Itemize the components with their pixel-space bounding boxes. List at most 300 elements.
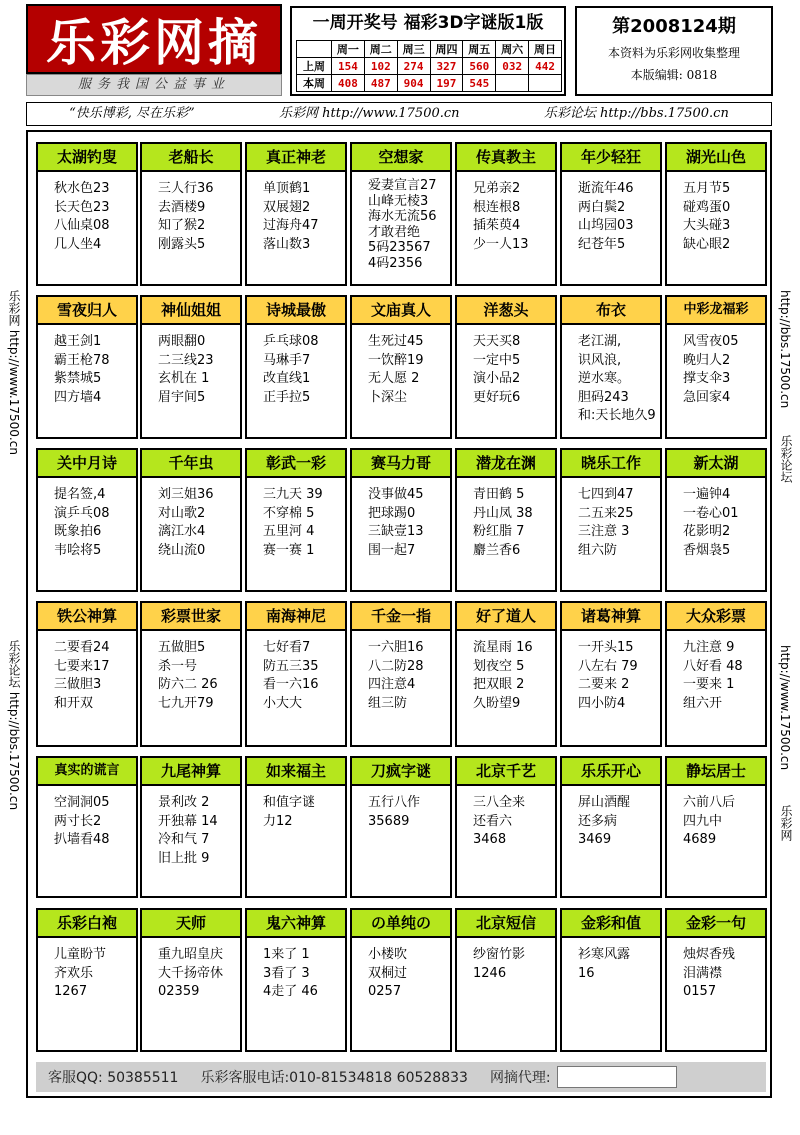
draw-results-title: 一周开奖号 福彩3D字谜版1版 — [312, 13, 544, 33]
puzzle-line: 过海舟47 — [263, 218, 319, 233]
table-corner — [297, 41, 332, 58]
puzzle-line: 五里河 4 — [263, 524, 315, 539]
puzzle-line: 山峰无棱3 — [368, 193, 429, 209]
puzzle-line: 烛烬香残 — [683, 947, 736, 962]
puzzle-line: 3469 — [578, 832, 612, 847]
puzzle-cell-body — [457, 325, 555, 407]
puzzle-cell-title: 真正神老 — [247, 144, 345, 172]
puzzle-cell — [455, 601, 557, 747]
puzzle-cell-body — [142, 786, 240, 868]
puzzle-line: 根连根8 — [473, 199, 521, 215]
puzzle-line: 久盼望9 — [473, 695, 521, 711]
puzzle-cell — [36, 448, 138, 592]
puzzle-line: 1246 — [473, 965, 507, 981]
puzzle-line: 刚露头5 — [158, 236, 206, 252]
forum-link[interactable]: 乐彩论坛 http://bbs.17500.cn — [543, 106, 729, 121]
puzzle-cell — [560, 448, 662, 592]
puzzle-cell-title: 诸葛神算 — [562, 603, 660, 631]
puzzle-line: 逆水寒。 — [578, 371, 631, 386]
puzzle-line: 纱窗竹影 — [473, 947, 526, 962]
puzzle-line: 演小品2 — [473, 371, 521, 386]
puzzle-cell-body — [562, 631, 660, 713]
draw-number: 274 — [397, 58, 430, 75]
draw-number: 327 — [430, 58, 463, 75]
puzzle-line: 三做胆3 — [54, 677, 102, 692]
puzzle-line: 泪满襟 — [683, 965, 723, 981]
puzzle-line: 把球踢0 — [368, 505, 416, 521]
site-logo: 乐彩网摘 — [46, 13, 262, 72]
puzzle-line: 杀一号 — [158, 658, 198, 674]
puzzle-cell-body — [247, 631, 345, 713]
puzzle-line: 花影明2 — [683, 524, 731, 539]
puzzle-cell-body — [38, 478, 136, 560]
puzzle-cell — [560, 908, 662, 1052]
puzzle-line: 才敢君绝 — [368, 224, 421, 240]
puzzle-cell-title: 刀疯字谜 — [352, 758, 450, 786]
puzzle-line: 双桐过 — [368, 965, 408, 981]
puzzle-cell-body — [667, 172, 765, 254]
puzzle-cell — [455, 908, 557, 1052]
puzzle-cell-title: 金彩一句 — [667, 910, 765, 938]
puzzle-cell-body — [38, 325, 136, 407]
puzzle-cell — [140, 756, 242, 898]
puzzle-line: 演乒乓08 — [54, 505, 110, 521]
issue-note: 本资料为乐彩网收集整理 — [607, 46, 740, 60]
puzzle-line: 赛一赛 1 — [263, 542, 315, 558]
puzzle-cell — [350, 295, 452, 439]
puzzle-line: 小大大 — [263, 695, 303, 711]
site-link[interactable]: 乐彩网 http://www.17500.cn — [279, 106, 460, 121]
puzzle-line: 麝兰香6 — [473, 542, 521, 558]
issue-editor: 本版编辑: 0818 — [630, 68, 718, 82]
puzzle-line: 霸王枪78 — [54, 352, 110, 368]
puzzle-cell-title: 如来福主 — [247, 758, 345, 786]
puzzle-line: 二要看24 — [54, 640, 110, 655]
puzzle-cell — [665, 448, 767, 592]
puzzle-line: 力12 — [263, 813, 293, 829]
puzzle-cell — [140, 142, 242, 286]
puzzle-line: 一遍钟4 — [683, 487, 731, 502]
puzzle-cell-title: 铁公神算 — [38, 603, 136, 631]
puzzle-cell-title: 年少轻狂 — [562, 144, 660, 172]
puzzle-cell — [245, 448, 347, 592]
puzzle-cell-body — [38, 631, 136, 713]
puzzle-line: 双展翅2 — [263, 199, 311, 215]
puzzle-line: 和值字谜 — [263, 795, 316, 810]
puzzle-line: 八仙桌08 — [54, 218, 110, 233]
puzzle-cell-body — [142, 631, 240, 713]
slogan: 服务我国公益事业 — [26, 74, 282, 96]
puzzle-cell-title: 雪夜归人 — [38, 297, 136, 325]
draw-number: 904 — [397, 75, 430, 92]
draw-number: 102 — [364, 58, 397, 75]
puzzle-cell-title: 新太湖 — [667, 450, 765, 478]
puzzle-line: 一六胆16 — [368, 640, 424, 655]
puzzle-line: 马琳手7 — [263, 352, 311, 368]
puzzle-line: 粉红脂 7 — [473, 524, 525, 539]
puzzle-cell — [665, 295, 767, 439]
puzzle-line: 四方墙4 — [54, 389, 102, 405]
puzzle-line: 单顶鹤1 — [263, 181, 311, 196]
draw-number: 032 — [496, 58, 529, 75]
puzzle-line: 青田鹤 5 — [473, 487, 525, 502]
puzzle-line: 爱妻宣言27 — [368, 178, 437, 193]
puzzle-cell — [36, 908, 138, 1052]
puzzle-cell — [350, 908, 452, 1052]
puzzle-line: 儿童盼节 — [54, 947, 107, 962]
puzzle-cell-title: 真实的谎言 — [38, 758, 136, 786]
puzzle-line: 对山歌2 — [158, 505, 206, 521]
puzzle-cell — [245, 908, 347, 1052]
footer-bar — [36, 1062, 766, 1092]
puzzle-cell-body — [667, 631, 765, 713]
puzzle-line: 丹山凤 38 — [473, 505, 533, 521]
puzzle-cell — [245, 295, 347, 439]
puzzle-line: 围一起7 — [368, 542, 416, 558]
puzzle-cell — [455, 448, 557, 592]
puzzle-cell — [245, 601, 347, 747]
puzzle-cell — [36, 295, 138, 439]
puzzle-line: 二要来 2 — [578, 677, 630, 692]
agent-input[interactable] — [557, 1066, 677, 1088]
puzzle-line: 齐欢乐 — [54, 965, 94, 981]
puzzle-cell-body — [142, 938, 240, 1002]
puzzle-cell-body — [352, 325, 450, 407]
puzzle-line: 七四到47 — [578, 487, 634, 502]
puzzle-cell-body — [352, 786, 450, 831]
puzzle-line: 二五来25 — [578, 505, 634, 521]
puzzle-cell-title: 彰武一彩 — [247, 450, 345, 478]
draw-number: 560 — [463, 58, 496, 75]
puzzle-cell-title: 空想家 — [352, 144, 450, 172]
puzzle-line: 漓江水4 — [158, 524, 206, 539]
draw-number: 408 — [332, 75, 365, 92]
puzzle-line: 4码2356 — [368, 255, 423, 271]
puzzle-cell-title: 南海神尼 — [247, 603, 345, 631]
puzzle-line: 秋水色23 — [54, 181, 110, 196]
puzzle-line: 少一人13 — [473, 236, 529, 252]
puzzle-line: 1来了 1 — [263, 947, 310, 962]
day-header: 周一 — [332, 41, 365, 58]
puzzle-line: 1267 — [54, 984, 88, 999]
puzzle-cell — [665, 601, 767, 747]
puzzle-cell-title: 乐乐开心 — [562, 758, 660, 786]
puzzle-cell-title: 静坛居士 — [667, 758, 765, 786]
puzzle-line: 越王剑1 — [54, 334, 102, 349]
puzzle-line: 撑支伞3 — [683, 371, 731, 386]
puzzle-line: 冷和气 7 — [158, 832, 210, 847]
puzzle-line: 五月节5 — [683, 181, 731, 196]
puzzle-line: 知了猴2 — [158, 218, 206, 233]
puzzle-line: 八好看 48 — [683, 658, 743, 674]
puzzle-line: 九注意 9 — [683, 640, 735, 655]
puzzle-cell-title: 湖光山色 — [667, 144, 765, 172]
puzzle-line: 没事做45 — [368, 487, 424, 502]
puzzle-line: 三八全来 — [473, 795, 526, 810]
puzzle-line: 缺心眼2 — [683, 236, 731, 252]
puzzle-cell — [350, 142, 452, 286]
puzzle-line: 生死过45 — [368, 334, 424, 349]
puzzle-line: 正手拉5 — [263, 389, 311, 405]
puzzle-line: 防五三35 — [263, 658, 319, 674]
puzzle-line: 划夜空 5 — [473, 658, 525, 674]
puzzle-cell-title: 布衣 — [562, 297, 660, 325]
puzzle-line: 开独幕 14 — [158, 813, 218, 829]
puzzle-cell-title: 大众彩票 — [667, 603, 765, 631]
draw-results-table — [296, 40, 562, 92]
puzzle-cell-body — [562, 938, 660, 983]
puzzle-cell — [560, 142, 662, 286]
puzzle-line: 两白鬓2 — [578, 199, 626, 215]
table-row — [297, 75, 562, 92]
puzzle-cell — [350, 756, 452, 898]
puzzle-line: 山坞园03 — [578, 218, 634, 233]
puzzle-line: 流星雨 16 — [473, 640, 533, 655]
puzzle-cell-title: 金彩和值 — [562, 910, 660, 938]
puzzle-line: 逝流年46 — [578, 181, 634, 196]
puzzle-cell-body — [457, 172, 555, 254]
puzzle-cell-body — [142, 325, 240, 407]
puzzle-line: 02359 — [158, 984, 200, 999]
puzzle-line: 香烟袅5 — [683, 542, 731, 558]
puzzle-line: 屏山酒醒 — [578, 795, 631, 810]
side-text-right-top: http://bbs.17500.cn — [778, 290, 792, 409]
puzzle-cell — [455, 142, 557, 286]
day-header: 周日 — [529, 41, 562, 58]
puzzle-line: 一卷心01 — [683, 505, 739, 521]
puzzle-line: 一饮醉19 — [368, 352, 424, 368]
puzzle-line: 3468 — [473, 832, 507, 847]
puzzle-line: 二三线23 — [158, 352, 214, 368]
puzzle-line: 落山数3 — [263, 236, 311, 252]
puzzle-cell-body — [38, 938, 136, 1002]
puzzle-cell-title: 晓乐工作 — [562, 450, 660, 478]
day-header: 周四 — [430, 41, 463, 58]
puzzle-line: 纪苍年5 — [578, 236, 626, 252]
puzzle-line: 插茱萸4 — [473, 218, 521, 233]
puzzle-cell-body — [562, 786, 660, 850]
draw-number: 545 — [463, 75, 496, 92]
draw-number — [529, 75, 562, 92]
puzzle-line: 两寸长2 — [54, 813, 102, 829]
puzzle-line: 三九天 39 — [263, 487, 323, 502]
motto: “快乐博彩, 尽在乐彩” — [69, 106, 195, 121]
puzzle-cell-body — [142, 478, 240, 560]
draw-number: 154 — [332, 58, 365, 75]
puzzle-line: 4689 — [683, 832, 717, 847]
puzzle-line: 35689 — [368, 813, 410, 829]
puzzle-cell — [350, 448, 452, 592]
puzzle-line: 不穿棉 5 — [263, 505, 315, 521]
puzzle-cell-title: 北京短信 — [457, 910, 555, 938]
puzzle-cell — [36, 756, 138, 898]
puzzle-line: 卜深尘 — [368, 389, 408, 405]
puzzle-cell-body — [457, 631, 555, 713]
side-text-right-bottom: http://www.17500.cn — [778, 645, 792, 771]
puzzle-line: 一定中5 — [473, 352, 521, 368]
puzzle-line: 五行八作 — [368, 795, 421, 810]
draw-number: 487 — [364, 75, 397, 92]
puzzle-cell-title: 诗城最傲 — [247, 297, 345, 325]
puzzle-cell-body — [457, 478, 555, 560]
puzzle-cell-body — [667, 938, 765, 1002]
puzzle-line: 七好看7 — [263, 640, 311, 655]
puzzle-line: 0157 — [683, 984, 717, 999]
puzzle-line: 胆码243 — [578, 389, 629, 405]
puzzle-cell — [455, 756, 557, 898]
footer-qq: 客服QQ: 50385511 — [48, 1070, 179, 1086]
puzzle-line: 急回家4 — [683, 389, 731, 405]
puzzle-cell-body — [142, 172, 240, 254]
puzzle-line: 四注意4 — [368, 677, 416, 692]
puzzle-cell-body — [667, 478, 765, 560]
puzzle-line: 碰鸡蛋0 — [683, 199, 731, 215]
puzzle-cell-body — [562, 172, 660, 254]
puzzle-line: 还多病 — [578, 813, 618, 829]
puzzle-cell-title: 彩票世家 — [142, 603, 240, 631]
puzzle-line: 重九昭皇庆 — [158, 947, 224, 962]
issue-number: 第2008124期 — [612, 16, 736, 37]
puzzle-cell — [665, 756, 767, 898]
day-header: 周三 — [397, 41, 430, 58]
table-header-row — [297, 41, 562, 58]
puzzle-cell — [140, 908, 242, 1052]
puzzle-line: 识风浪, — [578, 352, 622, 368]
puzzle-cell — [36, 601, 138, 747]
puzzle-line: 刘三姐36 — [158, 487, 214, 502]
puzzle-line: 防六二 26 — [158, 677, 218, 692]
puzzle-line: 韦哙将5 — [54, 542, 102, 558]
puzzle-line: 和:天长地久9 — [578, 408, 656, 423]
puzzle-line: 三缺壹13 — [368, 524, 424, 539]
puzzle-cell — [665, 142, 767, 286]
puzzle-cell-title: 传真教主 — [457, 144, 555, 172]
puzzle-cell — [560, 756, 662, 898]
puzzle-cell — [560, 295, 662, 439]
puzzle-line: 一要来 1 — [683, 677, 735, 692]
puzzle-line: 组三防 — [368, 695, 408, 711]
puzzle-line: 看一六16 — [263, 677, 319, 692]
puzzle-line: 五做胆5 — [158, 640, 206, 655]
puzzle-line: 玄机在 1 — [158, 371, 210, 386]
puzzle-cell — [350, 601, 452, 747]
puzzle-cell-title: 神仙姐姐 — [142, 297, 240, 325]
link-bar — [26, 102, 772, 126]
puzzle-line: 既象拍6 — [54, 524, 102, 539]
puzzle-line: 景利改 2 — [158, 795, 210, 810]
puzzle-line: 0257 — [368, 984, 402, 999]
puzzle-line: 长天色23 — [54, 199, 110, 215]
puzzle-line: 旧上批 9 — [158, 850, 210, 866]
puzzle-cell-title: 乐彩白袍 — [38, 910, 136, 938]
side-text-right-bottom-label: 乐彩网 — [779, 805, 793, 841]
puzzle-cell-title: 洋葱头 — [457, 297, 555, 325]
puzzle-line: 16 — [578, 965, 595, 981]
puzzle-line: 一开头15 — [578, 640, 634, 655]
puzzle-line: 六前八后 — [683, 795, 736, 810]
puzzle-cell-title: 关中月诗 — [38, 450, 136, 478]
puzzle-cell-body — [667, 325, 765, 407]
puzzle-cell — [455, 295, 557, 439]
puzzle-line: 无人愿 2 — [368, 371, 420, 386]
puzzle-cell — [140, 448, 242, 592]
puzzle-line: 老江湖, — [578, 334, 622, 349]
puzzle-cell-body — [352, 478, 450, 560]
puzzle-cell — [140, 295, 242, 439]
puzzle-cell — [245, 142, 347, 286]
puzzle-cell-body — [38, 786, 136, 850]
puzzle-cell — [665, 908, 767, 1052]
puzzle-cell-title: 千金一指 — [352, 603, 450, 631]
puzzle-line: 去酒楼9 — [158, 199, 206, 215]
puzzle-cell-body — [457, 786, 555, 850]
side-text-left-bottom: 乐彩论坛 http://bbs.17500.cn — [7, 640, 21, 811]
row-label: 上周 — [297, 58, 332, 75]
puzzle-line: 改直线1 — [263, 371, 311, 386]
puzzle-line: 和开双 — [54, 695, 94, 711]
puzzle-cell-title: 潜龙在渊 — [457, 450, 555, 478]
puzzle-line: 紫禁城5 — [54, 371, 102, 386]
puzzle-cell-title: 好了道人 — [457, 603, 555, 631]
draw-number: 197 — [430, 75, 463, 92]
day-header: 周六 — [496, 41, 529, 58]
puzzle-line: 两眼翻0 — [158, 334, 206, 349]
puzzle-line: 四小防4 — [578, 695, 626, 711]
puzzle-cell-title: 老船长 — [142, 144, 240, 172]
puzzle-line: 3看了 3 — [263, 965, 310, 981]
puzzle-cell-body — [352, 938, 450, 1002]
puzzle-cell-title: 九尾神算 — [142, 758, 240, 786]
puzzle-cell-body — [667, 786, 765, 850]
puzzle-cell-body — [352, 172, 450, 271]
puzzle-cell-body — [38, 172, 136, 254]
puzzle-cell — [245, 756, 347, 898]
side-text-left-top: 乐彩网 http://www.17500.cn — [7, 290, 21, 455]
puzzle-cell-body — [562, 478, 660, 560]
puzzle-line: 天天买8 — [473, 334, 521, 349]
puzzle-line: 组六开 — [683, 695, 723, 711]
puzzle-line: 小楼吹 — [368, 947, 408, 962]
puzzle-cell — [36, 142, 138, 286]
puzzle-cell-title: 北京千艺 — [457, 758, 555, 786]
puzzle-cell-title: 千年虫 — [142, 450, 240, 478]
puzzle-cell-title: の单纯の — [352, 910, 450, 938]
puzzle-line: 几人坐4 — [54, 236, 102, 252]
puzzle-line: 兄弟亲2 — [473, 181, 521, 196]
draw-number: 442 — [529, 58, 562, 75]
puzzle-line: 晚归人2 — [683, 352, 731, 368]
puzzle-line: 空洞洞05 — [54, 795, 110, 810]
puzzle-line: 七要来17 — [54, 658, 110, 674]
puzzle-line: 提名签,4 — [54, 487, 106, 502]
puzzle-cell-body — [247, 172, 345, 254]
puzzle-cell-body — [562, 325, 660, 426]
day-header: 周五 — [463, 41, 496, 58]
puzzle-cell-body — [247, 478, 345, 560]
puzzle-line: 绕山流0 — [158, 542, 206, 558]
puzzle-line: 四九中 — [683, 813, 723, 829]
puzzle-line: 扒墙看48 — [54, 832, 110, 847]
puzzle-cell-title: 中彩龙福彩 — [667, 297, 765, 325]
puzzle-cell-body — [352, 631, 450, 713]
puzzle-line: 把双眼 2 — [473, 677, 525, 692]
puzzle-line: 更好玩6 — [473, 389, 521, 405]
table-row — [297, 58, 562, 75]
puzzle-cell-body — [247, 938, 345, 1002]
puzzle-cell-title: 赛马力哥 — [352, 450, 450, 478]
puzzle-line: 八左右 79 — [578, 658, 638, 674]
puzzle-line: 还看六 — [473, 813, 513, 829]
